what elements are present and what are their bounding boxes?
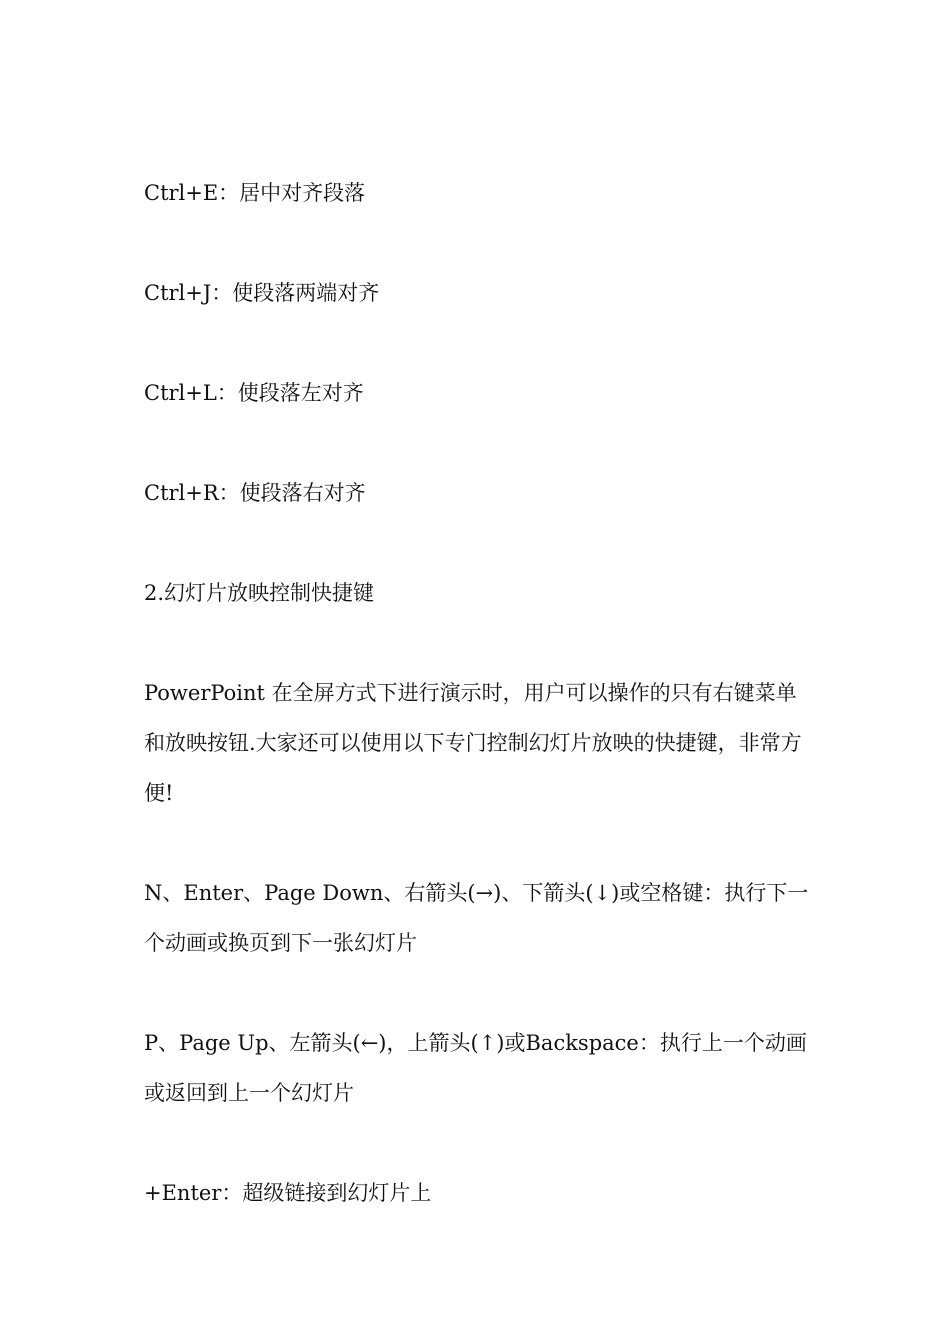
shortcut-ctrl-l: Ctrl+L：使段落左对齐 (144, 381, 364, 405)
shortcut-ctrl-r: Ctrl+R：使段落右对齐 (144, 481, 366, 505)
section-heading: 2.幻灯片放映控制快捷键 (144, 581, 375, 605)
previous-slide-shortcuts: P、Page Up、左箭头(←)，上箭头(↑)或Backspace：执行上一个动画或返回到上一个幻灯片 (144, 1031, 807, 1105)
shortcut-ctrl-j: Ctrl+J：使段落两端对齐 (144, 281, 380, 305)
document-body (144, 168, 814, 1218)
intro-paragraph: PowerPoint 在全屏方式下进行演示时，用户可以操作的只有右键菜单和放映按钮.大家还可以使用以下专门控制幻灯片放映的快捷键，非常方便! (144, 681, 802, 805)
hyperlink-shortcut: +Enter：超级链接到幻灯片上 (144, 1181, 432, 1205)
next-slide-shortcuts: N、Enter、Page Down、右箭头(→)、下箭头(↓)或空格键：执行下一个动画或换页到下一张幻灯片 (144, 881, 809, 955)
shortcut-ctrl-e: Ctrl+E：居中对齐段落 (144, 181, 366, 205)
